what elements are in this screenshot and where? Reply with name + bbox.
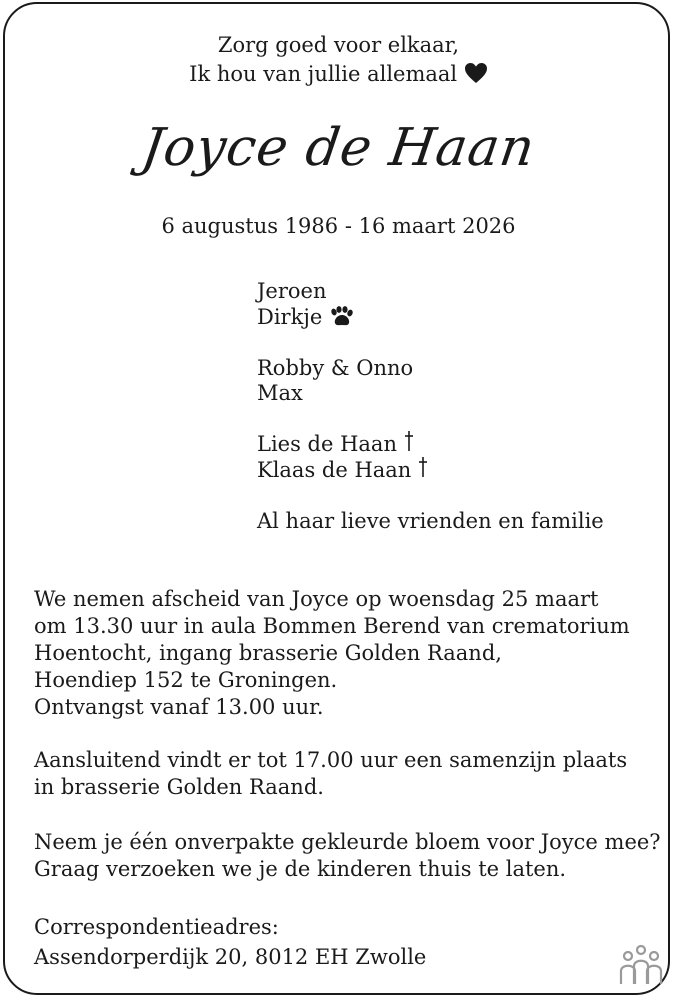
heart-icon xyxy=(464,62,488,84)
family-member: Klaas de Haan xyxy=(257,458,428,483)
cross-icon xyxy=(404,430,414,452)
request-paragraph: Neem je één onverpakte gekleurde bloem voor Joyce mee? Graag verzoeken we je de kinderen thuis te laten. xyxy=(34,830,661,881)
motto-line-2: Ik hou van jullie allemaal xyxy=(0,59,677,89)
people-logo-icon xyxy=(617,944,665,988)
correspondence-address: Correspondentieadres: Assendorperdijk 20, 8012 EH Zwolle xyxy=(34,915,427,969)
paw-icon xyxy=(329,306,353,328)
ceremony-paragraph: We nemen afscheid van Joyce op woensdag 25 maart om 13.30 uur in aula Bommen Berend van crematorium Hoentocht, ingang brasserie Golden Raand, Hoendiep 152 te Groningen. Ontvangst vanaf 13.00 uur. xyxy=(34,587,630,719)
family-member: Al haar lieve vrienden en familie xyxy=(257,509,604,533)
life-dates: 6 augustus 1986 - 16 maart 2026 xyxy=(161,214,516,238)
family-member: Dirkje xyxy=(257,305,353,330)
gathering-paragraph: Aansluitend vindt er tot 17.00 uur een samenzijn plaats in brasserie Golden Raand. xyxy=(34,748,628,799)
family-member: Max xyxy=(257,381,303,405)
deceased-name: Joyce de Haan xyxy=(138,118,539,178)
family-member: Robby & Onno xyxy=(257,356,414,380)
motto-line-1: Zorg goed voor elkaar, xyxy=(217,33,460,57)
cross-icon xyxy=(418,456,428,478)
family-member: Jeroen xyxy=(257,279,327,303)
family-member: Lies de Haan xyxy=(257,432,414,457)
